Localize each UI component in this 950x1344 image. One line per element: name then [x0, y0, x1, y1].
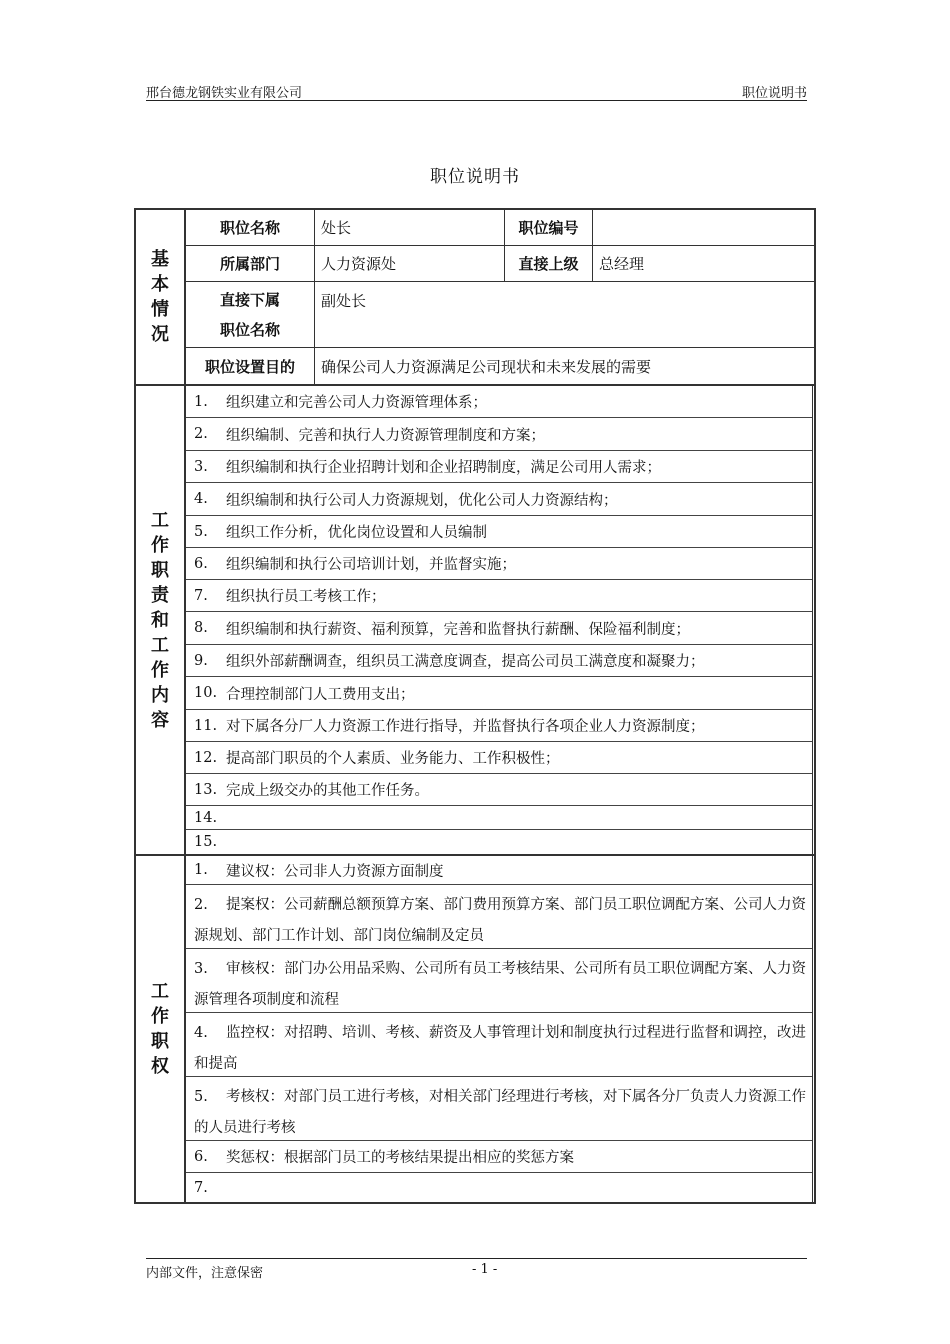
- duty-item: 11. 对下属各分厂人力资源工作进行指导，并监督执行各项企业人力资源制度；: [186, 710, 812, 742]
- section-label-basic: 基 本 情 况: [151, 249, 169, 345]
- page-number: - 1 -: [472, 1262, 498, 1277]
- authority-item: 1. 建议权：公司非人力资源方面制度: [186, 856, 812, 885]
- authority-item: 4. 监控权：对招聘、培训、考核、薪资及人事管理计划和制度执行过程进行监督和调控，改进和提高: [186, 1013, 812, 1077]
- position-name-value: 处长: [321, 219, 352, 237]
- authority-item: 3. 审核权：部门办公用品采购、公司所有员工考核结果、公司所有员工职位调配方案、人力资源管理各项制度和流程: [186, 949, 812, 1013]
- position-name-label: 职位名称: [219, 219, 280, 237]
- subordinate-value: 副处长: [321, 292, 367, 310]
- duty-item: 8. 组织编制和执行薪资、福利预算，完善和监督执行薪酬、保险福利制度；: [186, 612, 812, 645]
- authority-item: 5. 考核权：对部门员工进行考核，对相关部门经理进行考核，对下属各分厂负责人力资源工作的人员进行考核: [186, 1077, 812, 1141]
- footer-rule: [146, 1258, 807, 1259]
- authority-item: 2. 提案权：公司薪酬总额预算方案、部门费用预算方案、部门员工职位调配方案、公司人力资源规划、部门工作计划、部门岗位编制及定员: [186, 885, 812, 949]
- purpose-label: 职位设置目的: [204, 357, 295, 376]
- duty-item: 5. 组织工作分析，优化岗位设置和人员编制: [186, 516, 812, 548]
- duty-item: 10. 合理控制部门人工费用支出；: [186, 677, 812, 710]
- duty-item: 1. 组织建立和完善公司人力资源管理体系；: [186, 386, 812, 418]
- confidential-note: 内部文件，注意保密: [146, 1266, 264, 1281]
- inner-right-border: [812, 385, 813, 1204]
- duty-item: 14.: [186, 806, 812, 830]
- section-label-duties: 工 作 职 责 和 工 作 内 容: [151, 509, 169, 731]
- duty-item: 15.: [194, 834, 218, 850]
- position-code-value: [593, 210, 812, 245]
- duty-item: 7. 组织执行员工考核工作；: [186, 580, 812, 612]
- duty-item: 3. 组织编制和执行企业招聘计划和企业招聘制度，满足公司用人需求；: [186, 451, 812, 483]
- duty-item: 6. 组织编制和执行公司培训计划，并监督实施；: [186, 548, 812, 580]
- page-title: 职位说明书: [430, 167, 520, 187]
- purpose-value: 确保公司人力资源满足公司现状和未来发展的需要: [321, 357, 652, 376]
- duty-item: 2. 组织编制、完善和执行人力资源管理制度和方案；: [186, 418, 812, 451]
- duty-item: 12. 提高部门职员的个人素质、业务能力、工作积极性；: [186, 742, 812, 774]
- duty-item: 4. 组织编制和执行公司人力资源规划，优化公司人力资源结构；: [186, 483, 812, 516]
- duty-item: 13. 完成上级交办的其他工作任务。: [186, 774, 812, 806]
- department-value: 人力资源处: [321, 255, 397, 273]
- duty-item: 9. 组织外部薪酬调查，组织员工满意度调查，提高公司员工满意度和凝聚力；: [186, 645, 812, 677]
- section-label-authority: 工 作 职 权: [151, 981, 169, 1077]
- superior-label: 直接上级: [518, 255, 579, 273]
- page-header: [146, 81, 807, 101]
- document-type: 职位说明书: [741, 86, 807, 101]
- position-code-label: 职位编号: [518, 219, 579, 237]
- company-name: 邢台德龙钢铁实业有限公司: [146, 86, 303, 101]
- superior-value: 总经理: [599, 255, 645, 273]
- department-label: 所属部门: [219, 255, 280, 273]
- authority-item: 7.: [194, 1179, 208, 1196]
- subordinate-label: 直接下属 职位名称: [219, 290, 280, 339]
- authority-item: 6. 奖惩权：根据部门员工的考核结果提出相应的奖惩方案: [186, 1141, 812, 1173]
